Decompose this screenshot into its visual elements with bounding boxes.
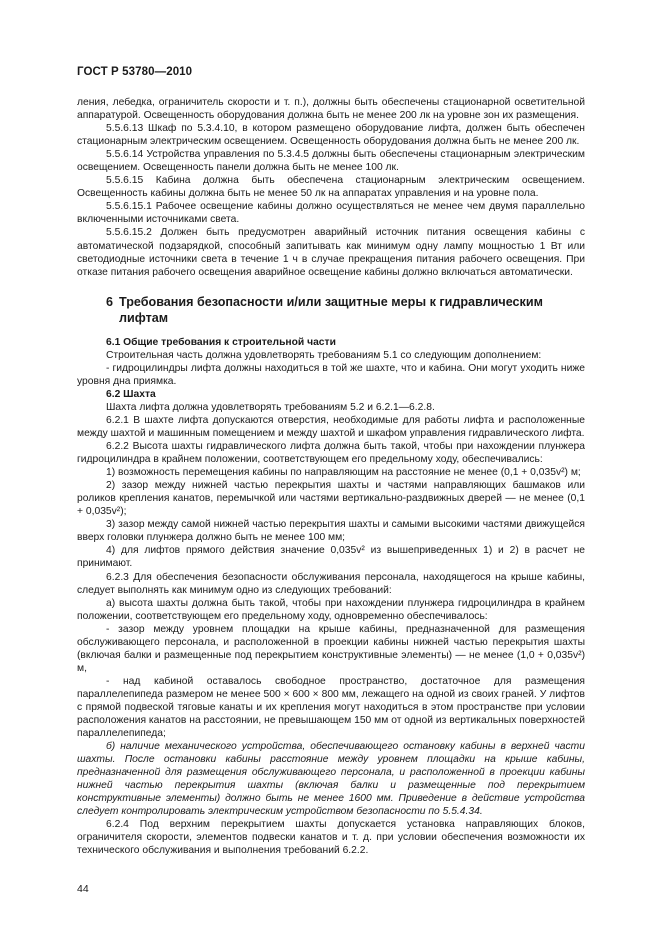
clause-5-5-6-15: 5.5.6.15 Кабина должна быть обеспечена стационарным электрическим освещением. Освещенность кабины должна быть не менее 50 лк на аппаратах управления и на уровне пола. [77,175,585,200]
list-item-b: б) наличие механического устройства, обеспечивающего остановку кабины в верхней части шахты. После остановки кабины расстояние между уровнем площадки на крыше кабины, предназначенной для размещения обслуживающего персонала, и расположенной в проекции кабины нижней частью перекрытия шахты (включая балки и размещенные под перекрытием конструктивные элементы) должно быть не менее 1600 мм. Приведение в действие устройства следует контролировать электрическим устройством безопасности по 5.5.4.34. [77,741,585,818]
subsection-6-2-heading: 6.2 Шахта [106,388,156,400]
section-6-heading [77,294,585,326]
clause-6-2-1: 6.2.1 В шахте лифта допускаются отверстия, необходимые для работы лифта и расположенные между шахтой и машинным помещением и между шахтой и шкафом управления гидравлического лифта. [77,414,585,439]
paragraph-6-1-text: Строительная часть должна удовлетворять требованиям 5.1 со следующим дополнением: [106,349,542,361]
document-header: ГОСТ Р 53780—2010 [77,66,193,78]
subsection-6-1-heading: 6.1 Общие требования к строительной части [106,336,336,348]
list-item-2: 2) зазор между нижней частью перекрытия шахты и частями направляющих башмаков или роликов крепления канатов, перемычкой или частями вертикально-раздвижных дверей — не менее (0,1 + 0,035v²); [77,480,585,518]
paragraph-continuation: ления, лебедка, ограничитель скорости и т. п.), должны быть обеспечены стационарной осветительной аппаратурой. Освещенность оборудования должна быть не менее 200 лк на уровне зон их размещения. [77,97,585,122]
clause-5-5-6-14: 5.5.6.14 Устройства управления по 5.3.4.5 должны быть обеспечены стационарным электрическим освещением. Освещенность панели должна быть не менее 100 лк. [77,149,585,174]
section-6-title-line1: Требования безопасности и/или защитные меры к гидравлическим [119,294,543,309]
list-item-4: 4) для лифтов прямого действия значение 0,035v² из вышеприведенных 1) и 2) в расчет не принимают. [77,545,585,570]
list-item-3: 3) зазор между самой нижней частью перекрытия шахты и самыми высокими частями движущейся вверх головки плунжера должно быть не менее 100 мм; [77,519,585,544]
paragraph-6-2-text: Шахта лифта должна удовлетворять требованиям 5.2 и 6.2.1—6.2.8. [106,401,435,413]
list-item-dash: - гидроцилиндры лифта должны находиться в той же шахте, что и кабина. Они могут уходить ниже уровня дна приямка. [77,362,585,387]
list-item-1: 1) возможность перемещения кабины по направляющим на расстояние не менее (0,1 + 0,035v²) м; [106,467,581,479]
list-item-dash-space: - над кабиной оставалось свободное пространство, достаточное для размещения параллелепипеда размером не менее 500 × 600 × 800 мм, лежащего на одной из своих граней. У лифтов с прямой подвеской тяговые канаты и их крепления могут находиться в этом пространстве при условии расположения канатов на расстоянии, не превышающем 150 мм от одной из вертикальных поверхностей параллелепипеда; [77,675,585,740]
clause-6-2-3: 6.2.3 Для обеспечения безопасности обслуживания персонала, находящегося на крыше кабины, следует выполнять как минимум одно из следующих требований: [77,571,585,596]
list-item-a: а) высота шахты должна быть такой, чтобы при нахождении плунжера гидроцилиндра в крайнем положении, соответствующем его предельному ходу, одновременно обеспечивалось: [77,597,585,622]
list-item-dash-clearance: - зазор между уровнем площадки на крыше кабины, предназначенной для размещения обслуживающего персонала, и расположенной в проекции кабины нижней частью перекрытия шахты (включая балки и размещенные под перекрытием конструктивные элементы) — не менее (1,0 + 0,035v²) м, [77,623,585,674]
clause-6-2-2: 6.2.2 Высота шахты гидравлического лифта должна быть такой, чтобы при нахождении плунжера гидроцилиндра в крайнем положении, соответствующем его предельному ходу, обеспечивались: [77,441,585,466]
section-6-title-line2: лифтам [119,310,169,325]
clause-5-5-6-15-1: 5.5.6.15.1 Рабочее освещение кабины должно осуществляться не менее чем двумя параллельно включенными источниками света. [77,201,585,226]
clause-5-5-6-13: 5.5.6.13 Шкаф по 5.3.4.10, в котором размещено оборудование лифта, должен быть обеспечен стационарным электрическим освещением. Освещенность оборудования должна быть не менее 200 лк. [77,123,585,148]
document-body [77,96,585,858]
section-6-number: 6 [106,294,114,309]
page-number: 44 [77,883,89,895]
clause-5-5-6-15-2: 5.5.6.15.2 Должен быть предусмотрен аварийный источник питания освещения кабины с автоматической подзарядкой, способный запитывать как минимум одну лампу мощностью 1 Вт или светодиодные источники света в течение 1 ч в случае прекращения питания рабочего освещения. При отказе питания рабочего освещения аварийное освещение кабины должно включаться автоматически. [77,227,585,278]
clause-6-2-4: 6.2.4 Под верхним перекрытием шахты допускается установка направляющих блоков, ограничителя скорости, элементов подвески канатов и т. д. при условии обеспечения возможности их технического обслуживания и выполнения требований 6.2.2. [77,819,585,857]
